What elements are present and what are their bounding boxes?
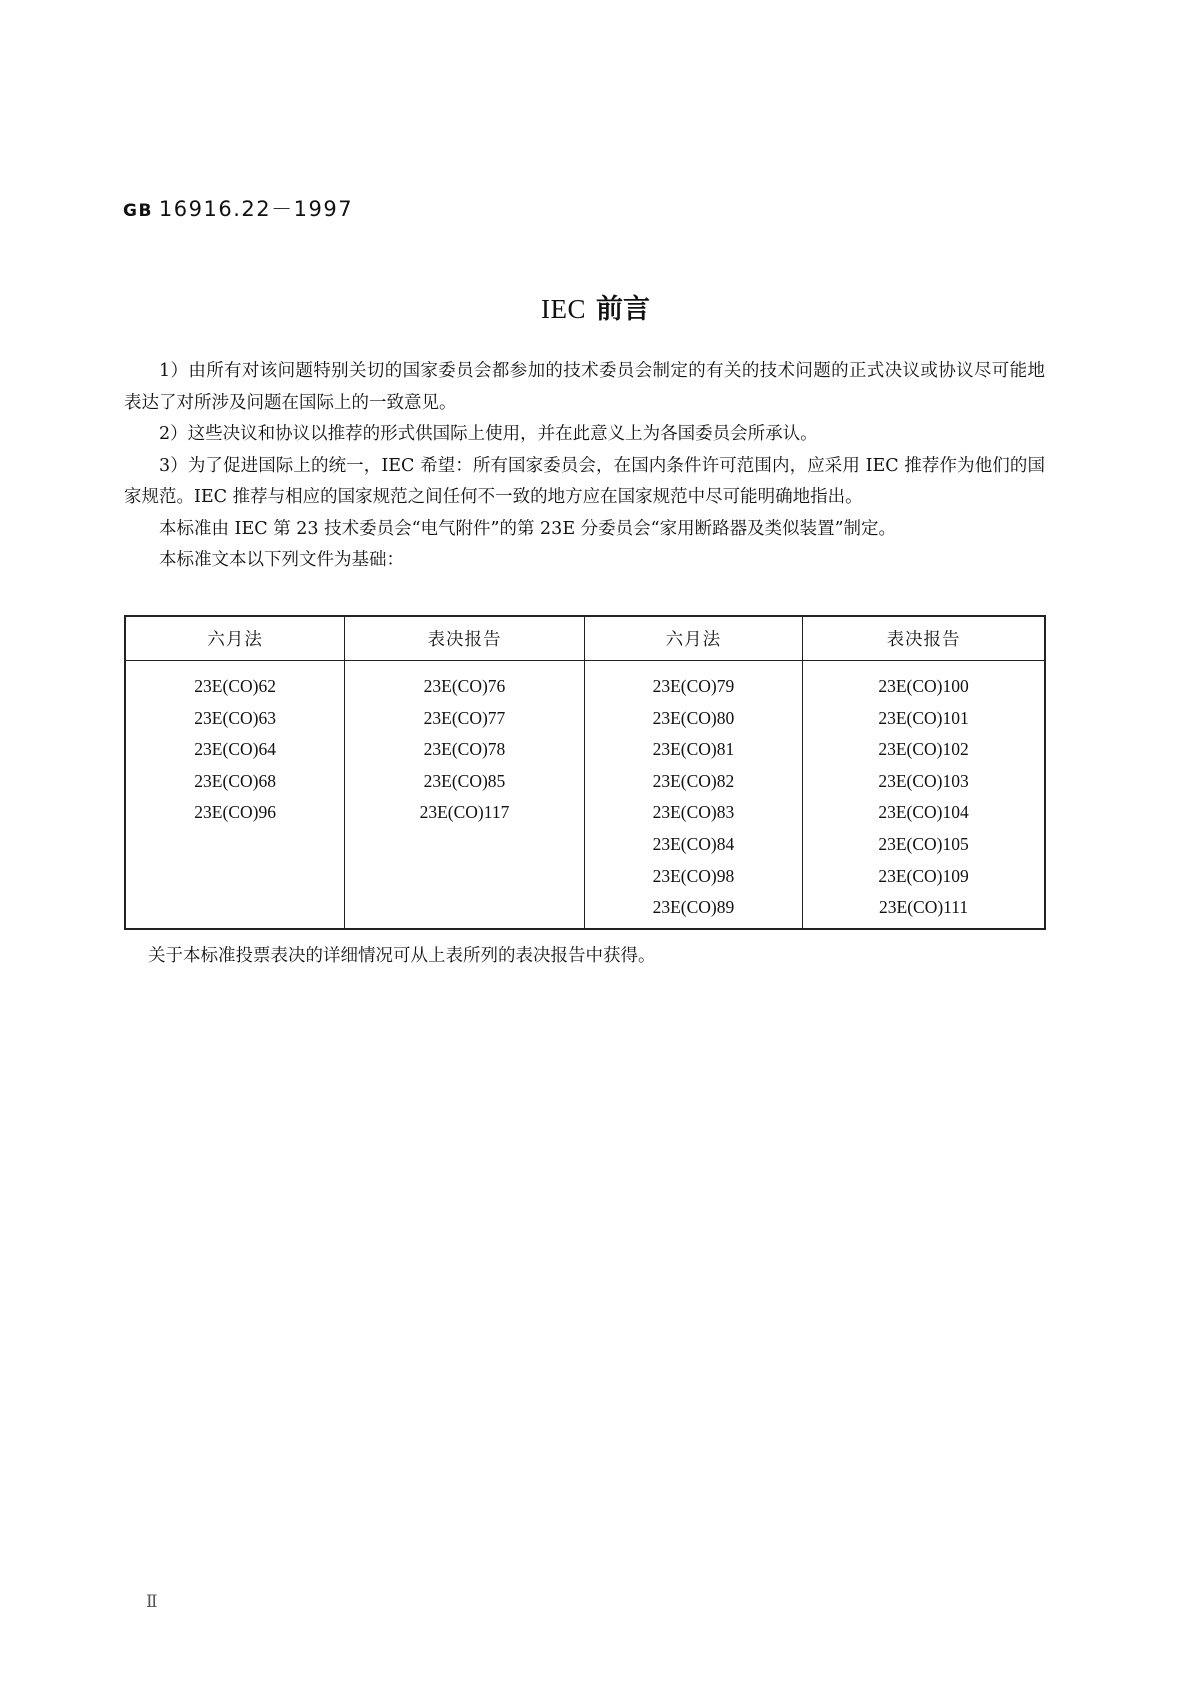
table-cell: 23E(CO)68 (194, 770, 276, 791)
table-cell: 23E(CO)105 (878, 833, 969, 854)
header-voting-report-2: 表决报告 (803, 616, 1045, 661)
table-cell: 23E(CO)64 (194, 739, 276, 760)
table-cell: 23E(CO)83 (652, 802, 735, 823)
foreword-body (124, 356, 1045, 577)
table-cell: 23E(CO)103 (878, 770, 969, 791)
table-cell: 23E(CO)80 (652, 707, 735, 728)
table-cell: 23E(CO)98 (652, 865, 735, 886)
table-cell: 23E(CO)101 (878, 707, 969, 728)
column-voting-report-1 (345, 661, 584, 930)
page-number: Ⅱ (146, 1592, 158, 1612)
table-cell: 23E(CO)104 (878, 802, 969, 823)
paragraph-2: 2）这些决议和协议以推荐的形式供国际上使用，并在此意义上为各国委员会所承认。 (159, 424, 818, 444)
table-cell: 23E(CO)76 (423, 676, 506, 696)
table-cell: 23E(CO)109 (878, 865, 969, 886)
paragraph-1: 1）由所有对该问题特别关切的国家委员会都参加的技术委员会制定的有关的技术问题的正式决议或协议尽可能地表达了对所涉及问题在国际上的一致意见。 (124, 361, 1045, 413)
title-text: 前言 (596, 294, 650, 325)
page-title (0, 287, 1191, 326)
table-cell: 23E(CO)62 (194, 676, 276, 696)
table-cell: 23E(CO)82 (652, 770, 735, 791)
table-cell: 23E(CO)79 (652, 676, 735, 696)
column-voting-report-2 (803, 661, 1045, 930)
table-cell: 23E(CO)89 (652, 897, 735, 918)
table-cell: 23E(CO)111 (879, 897, 969, 918)
header-voting-report-1: 表决报告 (345, 616, 584, 661)
gb-prefix: GB (123, 201, 153, 221)
table-cell: 23E(CO)102 (878, 739, 969, 760)
column-six-month-rule-1 (125, 661, 345, 930)
title-iec: IEC (541, 294, 586, 324)
table-cell: 23E(CO)84 (652, 833, 735, 854)
table-cell: 23E(CO)100 (878, 676, 969, 696)
table-cell: 23E(CO)117 (419, 802, 510, 823)
standard-number-header (123, 193, 353, 223)
table-cell: 23E(CO)63 (194, 707, 276, 728)
voting-documents-table (124, 615, 1046, 930)
table-cell: 23E(CO)78 (423, 739, 506, 760)
table-cell: 23E(CO)85 (423, 770, 506, 791)
table-footnote: 关于本标准投票表决的详细情况可从上表所列的表决报告中获得。 (148, 946, 656, 966)
table-body-row (125, 661, 1045, 930)
column-six-month-rule-2 (584, 661, 802, 930)
standard-number: 16916.22－1997 (158, 197, 354, 221)
paragraph-5: 本标准文本以下列文件为基础： (159, 550, 404, 570)
paragraph-3: 3）为了促进国际上的统一，IEC 希望：所有国家委员会，在国内条件许可范围内，应采用 IEC 推荐作为他们的国家规范。IEC 推荐与相应的国家规范之间任何不一致的地方应在国家规范中尽可能明确地指出。 (124, 455, 1045, 507)
header-six-month-rule-2: 六月法 (584, 616, 802, 661)
header-six-month-rule-1: 六月法 (125, 616, 345, 661)
paragraph-4: 本标准由 IEC 第 23 技术委员会“电气附件”的第 23E 分委员会“家用断路器及类似装置”制定。 (159, 518, 897, 539)
table-header-row (125, 616, 1045, 661)
table-cell: 23E(CO)77 (423, 707, 506, 728)
table-cell: 23E(CO)96 (194, 802, 276, 823)
table-cell: 23E(CO)81 (652, 739, 735, 760)
